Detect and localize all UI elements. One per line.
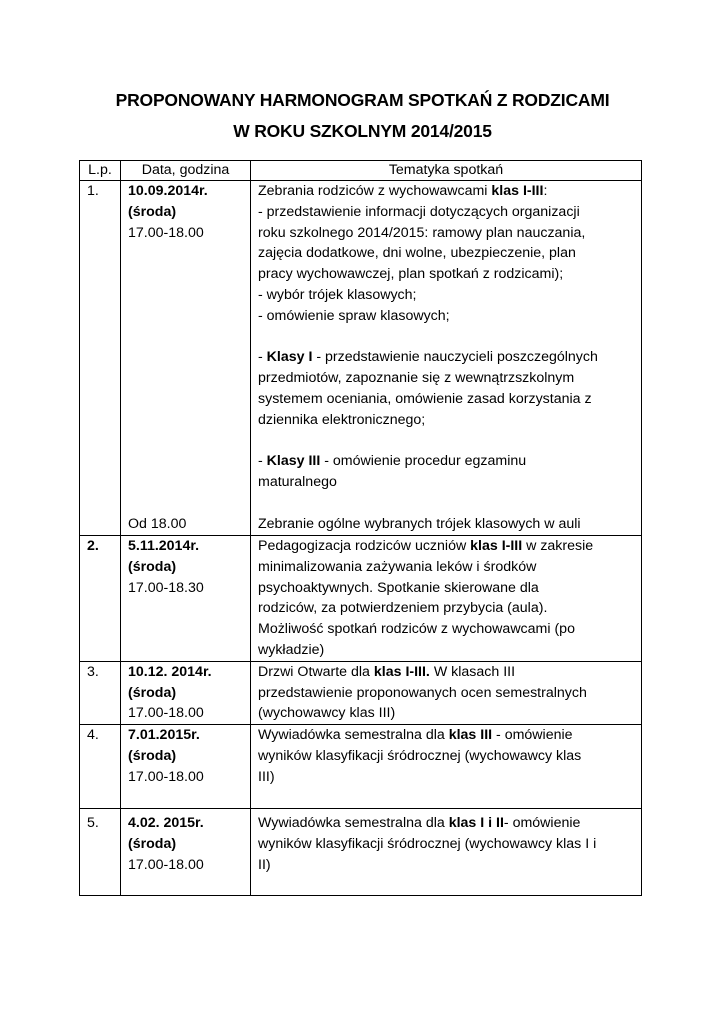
topic-line: wykładzie) bbox=[258, 641, 325, 658]
date-cell bbox=[121, 181, 251, 536]
topic-line: psychoaktywnych. Spotkanie skierowane dla bbox=[258, 579, 539, 596]
topic-cell bbox=[251, 661, 642, 724]
meeting-day: (środa) bbox=[128, 203, 177, 220]
topic-line: Wywiadówka semestralna dla klas III - omówienie bbox=[258, 727, 573, 744]
meeting-time: 17.00-18.00 bbox=[128, 856, 204, 873]
header-lp: L.p. bbox=[80, 161, 121, 181]
table-row bbox=[80, 661, 642, 724]
topic-line: maturalnego bbox=[258, 474, 337, 491]
row-number: 1. bbox=[80, 181, 121, 536]
header-topic: Tematyka spotkań bbox=[251, 161, 642, 181]
row-number: 3. bbox=[80, 661, 121, 724]
meeting-time: 17.00-18.30 bbox=[128, 579, 204, 596]
meeting-time: 17.00-18.00 bbox=[128, 224, 204, 241]
meeting-day: (środa) bbox=[128, 747, 177, 764]
topic-cell bbox=[251, 536, 642, 662]
table-row bbox=[80, 809, 642, 896]
topic-line: Wywiadówka semestralna dla klas I i II- omówienie bbox=[258, 815, 581, 832]
topic-line: (wychowawcy klas III) bbox=[258, 705, 396, 722]
header-date: Data, godzina bbox=[121, 161, 251, 181]
topic-line: - Klasy III - omówienie procedur egzaminu bbox=[258, 453, 527, 470]
date-cell bbox=[121, 661, 251, 724]
topic-line: wyników klasyfikacji śródrocznej (wychowawcy klas bbox=[258, 747, 582, 764]
topic-line: - omówienie spraw klasowych; bbox=[258, 307, 450, 324]
table-row bbox=[80, 536, 642, 662]
table-row bbox=[80, 725, 642, 809]
document-title-line-2: W ROKU SZKOLNYM 2014/2015 bbox=[233, 121, 492, 141]
topic-line: dziennika elektronicznego; bbox=[258, 411, 426, 428]
row-number: 4. bbox=[80, 725, 121, 809]
meeting-day: (środa) bbox=[128, 684, 177, 701]
topic-line: Zebrania rodziców z wychowawcami klas I-III: bbox=[258, 183, 548, 199]
topic-line: III) bbox=[258, 768, 275, 785]
topic-line: Zebranie ogólne wybranych trójek klasowych w auli bbox=[258, 515, 581, 532]
topic-line: przedmiotów, zapoznanie się z wewnątrzszkolnym bbox=[258, 370, 575, 387]
date-cell bbox=[121, 536, 251, 662]
topic-line: II) bbox=[258, 856, 271, 873]
topic-line: roku szkolnego 2014/2015: ramowy plan nauczania, bbox=[258, 224, 586, 241]
row-number: 5. bbox=[80, 809, 121, 896]
topic-cell bbox=[251, 181, 642, 536]
document-title-line-1: PROPONOWANY HARMONOGRAM SPOTKAŃ Z RODZICAMI bbox=[115, 90, 610, 110]
topic-cell bbox=[251, 725, 642, 809]
meeting-date: 7.01.2015r. bbox=[128, 727, 200, 744]
topic-line: przedstawienie proponowanych ocen semestralnych bbox=[258, 684, 587, 701]
meeting-date: 10.09.2014r. bbox=[128, 183, 208, 199]
date-cell bbox=[121, 725, 251, 809]
meeting-day: (środa) bbox=[128, 835, 177, 852]
topic-line: Pedagogizacja rodziców uczniów klas I-III w zakresie bbox=[258, 538, 594, 554]
topic-line: pracy wychowawczej, plan spotkań z rodzicami); bbox=[258, 266, 564, 283]
topic-line: wyników klasyfikacji śródrocznej (wychowawcy klas I i bbox=[258, 835, 597, 852]
topic-line: Możliwość spotkań rodziców z wychowawcami (po bbox=[258, 621, 575, 638]
meeting-day: (środa) bbox=[128, 558, 177, 575]
meeting-time: 17.00-18.00 bbox=[128, 768, 204, 785]
schedule-table bbox=[79, 160, 642, 896]
topic-line: - wybór trójek klasowych; bbox=[258, 286, 417, 303]
topic-line: rodziców, za potwierdzeniem przybycia (aula). bbox=[258, 600, 548, 617]
date-cell bbox=[121, 809, 251, 896]
meeting-extra-time: Od 18.00 bbox=[128, 516, 187, 533]
topic-line: systemem oceniania, omówienie zasad korzystania z bbox=[258, 390, 592, 407]
topic-line: - przedstawienie informacji dotyczących organizacji bbox=[258, 203, 580, 220]
topic-line: Drzwi Otwarte dla klas I-III. W klasach III bbox=[258, 663, 516, 680]
topic-line: minimalizowania zażywania leków i środków bbox=[258, 558, 537, 575]
topic-line: zajęcia dodatkowe, dni wolne, ubezpieczenie, plan bbox=[258, 245, 576, 262]
table-header-row bbox=[80, 161, 642, 181]
topic-line: - Klasy I - przedstawienie nauczycieli poszczególnych bbox=[258, 349, 598, 366]
meeting-date: 5.11.2014r. bbox=[128, 538, 200, 554]
row-number: 2. bbox=[80, 536, 121, 662]
meeting-time: 17.00-18.00 bbox=[128, 705, 204, 722]
meeting-date: 4.02. 2015r. bbox=[128, 815, 204, 832]
table-row bbox=[80, 181, 642, 536]
meeting-date: 10.12. 2014r. bbox=[128, 663, 212, 680]
topic-cell bbox=[251, 809, 642, 896]
